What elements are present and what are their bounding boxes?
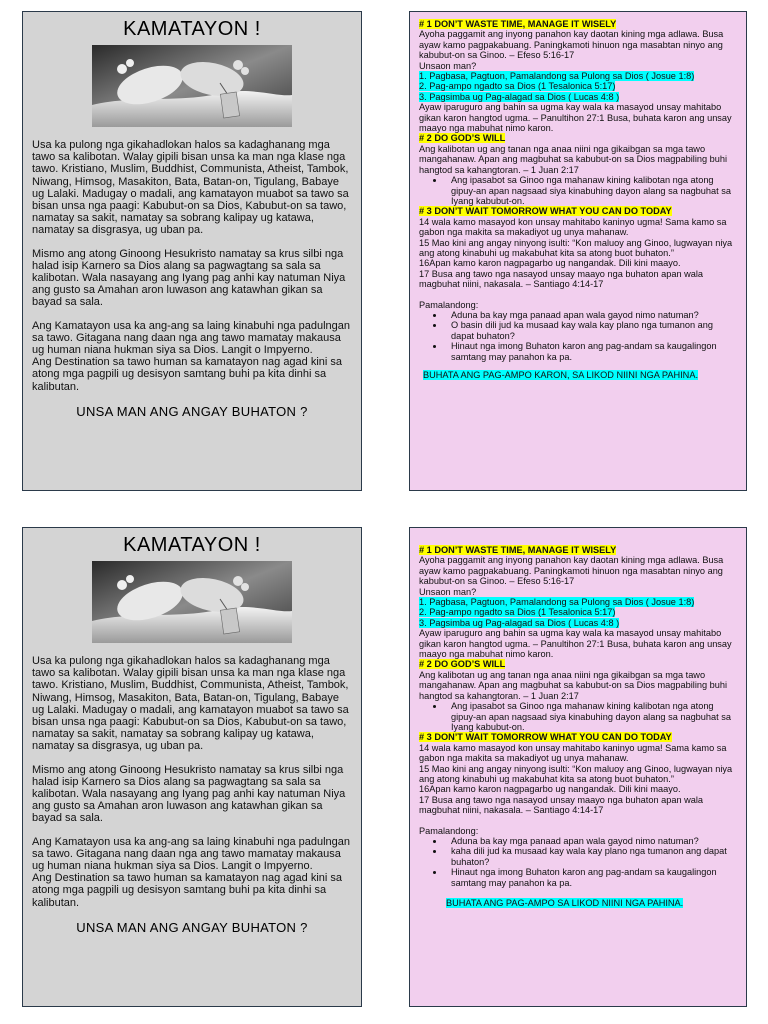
intro-verse: Ayoha paggamit ang inyong panahon kay daotan kining mga adlawa. Busa ayaw kamo pagpakabuang. Paningkamoti hinuon nga masabtan ninyo ang kabubut-on sa Ginoo. – Efeso 5:16-17 xyxy=(419,555,724,587)
reflect-label: Pamalandong: xyxy=(419,299,479,310)
step-item: 1. Pagbasa, Pagtuon, Pamalandong sa Pulong sa Dios ( Josue 1:8) xyxy=(419,597,695,608)
prayer-note: BUHATA ANG PAG-AMPO KARON, SA LIKOD NIINI NGA PAHINA. xyxy=(423,370,698,380)
feet-with-toe-tag-photo xyxy=(92,561,292,643)
list-item: • Aduna ba kay mga panaad apan wala gayod nimo natuman? xyxy=(445,836,737,846)
tract-paragraph: Usa ka pulong nga gikahadlokan halos sa kadaghanang mga tawo sa kalibotan. Walay gipili bisan unsa ka man nga klase nga tawo. Kristiano, Muslim, Buddhist, Communista, Atheist, Tambok, Niwang, Himsog, Masakiton, Bata, Batan-on, Tigulang, Babaye ug Lalaki. Madugay o madali, ang kamatayon muabot sa tawo sa bisan unsa nga paagi: Kabubut-on sa Dios, Kabubut-on sa tawo, namatay sa sakit, namatay sa sobrang kalipay ug katawa, namatay sa disgrasya, ug uban pa. xyxy=(32,139,349,237)
step-item: 2. Pag-ampo ngadto sa Dios (1 Tesalonica 5:17) xyxy=(419,81,616,92)
tract-panel-top xyxy=(22,11,362,491)
tract-question: UNSA MAN ANG ANGAY BUHATON ? xyxy=(76,919,308,935)
tract-paragraph: Ang Kamatayon usa ka ang-ang sa laing kinabuhi nga padulngan sa tawo. Gitagana nang daan nga ang tawo mamatay makausa ug human niana hukman siya sa Dios. Langit o Impyerno. Ang Destination sa tawo human sa kamatayon nag agad kini sa atong mga pagpili ug desisyon samtang buhi pa kita dinhi sa kalibutan. xyxy=(32,319,351,393)
how-label: Unsaon man? xyxy=(419,60,477,71)
reflect-list xyxy=(419,836,737,888)
heading-gods-will: # 2 DO GOD’S WILL xyxy=(419,659,506,670)
tract-body xyxy=(23,139,361,393)
feet-with-toe-tag-photo xyxy=(92,45,292,127)
will-verse: Ang kalibotan ug ang tanan nga anaa niini nga gikaibgan sa mga tawo mangahanaw. Apan ang magbuhat sa kabubut-on sa Dios magpabiling buhi hangtod sa kahangtoran. – 1 Juan 2:17 xyxy=(419,669,727,701)
tract-paragraph: Mismo ang atong Ginoong Hesukristo namatay sa krus silbi nga halad isip Karnero sa Dios alang sa pagwagtang sa sala sa kalibotan. Wala nasayang ang Iyang pag anhi kay natuman Niya ang gusto sa Amahan aron luwason ang katawhan gikan sa bayad sa sala. xyxy=(32,763,346,825)
verse-17: 17 Busa ang tawo nga nasayod unsay maayo nga buhaton apan wala magbuhat niini, nakasala. – Santiago 4:14-17 xyxy=(419,794,704,816)
heading-gods-will: # 2 DO GOD’S WILL xyxy=(419,133,506,144)
reflect-label: Pamalandong: xyxy=(419,825,479,836)
verse-14: 14 wala kamo masayod kon unsay mahitabo kaninyo ugma! Sama kamo sa gabon nga makita sa makadiyot ug unya mahanaw. xyxy=(419,742,727,764)
list-item: • Aduna ba kay mga panaad apan wala gayod nimo natuman? xyxy=(445,310,737,320)
verse-14: 14 wala kamo masayod kon unsay mahitabo kaninyo ugma! Sama kamo sa gabon nga makita sa makadiyot ug unya mahanaw. xyxy=(419,216,727,238)
tract-body xyxy=(23,655,361,909)
list-item: • O basin dili jud ka musaad kay wala kay plano nga tumanon ang dapat buhaton? xyxy=(445,320,737,341)
step-item: 3. Pagsimba ug Pag-alagad sa Dios ( Lucas 4:8 ) xyxy=(419,617,620,628)
heading-dont-wait: # 3 DON’T WAIT TOMORROW WHAT YOU CAN DO TODAY xyxy=(419,732,672,743)
guide-panel-bottom xyxy=(409,527,747,1007)
verse-15: 15 Mao kini ang angay ninyong isulti: “Kon maluoy ang Ginoo, lugwayan niya ang atong kinabuhi ug makabuhat kita sa atong buot buhaton.” xyxy=(419,237,733,258)
heading-dont-wait: # 3 DON’T WAIT TOMORROW WHAT YOU CAN DO TODAY xyxy=(419,206,672,217)
intro-verse: Ayoha paggamit ang inyong panahon kay daotan kining mga adlawa. Busa ayaw kamo pagpakabuang. Paningkamoti hinuon nga masabtan ninyo ang kabubut-on sa Ginoo. – Efeso 5:16-17 xyxy=(419,29,724,61)
verse-16: 16Apan kamo karon nagpagarbo ug nangandak. Dili kini maayo. xyxy=(419,784,681,795)
tract-paragraph: Mismo ang atong Ginoong Hesukristo namatay sa krus silbi nga halad isip Karnero sa Dios alang sa pagwagtang sa sala sa kalibotan. Wala nasayang ang Iyang pag anhi kay natuman Niya ang gusto sa Amahan aron luwason ang katawhan gikan sa bayad sa sala. xyxy=(32,247,346,309)
note-verse: Ayaw iparuguro ang bahin sa ugma kay wala ka masayod unsay mahitabo gikan karon hangtod ugma. – Panultihon 27:1 Busa, buhata karon ang unsay maayo nga mabuhat nimo karon. xyxy=(419,102,732,134)
step-item: 2. Pag-ampo ngadto sa Dios (1 Tesalonica 5:17) xyxy=(419,607,616,618)
step-item: 3. Pagsimba ug Pag-alagad sa Dios ( Lucas 4:8 ) xyxy=(419,91,620,102)
verse-16: 16Apan kamo karon nagpagarbo ug nangandak. Dili kini maayo. xyxy=(419,258,681,269)
guide-body xyxy=(410,12,746,380)
heading-manage-time: # 1 DON’T WASTE TIME, MANAGE IT WISELY xyxy=(419,19,617,29)
will-list xyxy=(419,701,737,732)
prayer-note: BUHATA ANG PAG-AMPO SA LIKOD NIINI NGA PAHINA. xyxy=(446,898,684,908)
tract-panel-bottom xyxy=(22,527,362,1007)
guide-panel-top xyxy=(409,11,747,491)
heading-manage-time: # 1 DON’T WASTE TIME, MANAGE IT WISELY xyxy=(419,545,617,555)
tract-title: KAMATAYON ! xyxy=(123,534,261,556)
will-list xyxy=(419,175,737,206)
tract-paragraph: Usa ka pulong nga gikahadlokan halos sa kadaghanang mga tawo sa kalibotan. Walay gipili bisan unsa ka man nga klase nga tawo. Kristiano, Muslim, Buddhist, Communista, Atheist, Tambok, Niwang, Himsog, Masakiton, Bata, Batan-on, Tigulang, Babaye ug Lalaki. Madugay o madali, ang kamatayon muabot sa tawo sa bisan unsa nga paagi: Kabubut-on sa Dios, Kabubut-on sa tawo, namatay sa sakit, namatay sa sobrang kalipay ug katawa, namatay sa disgrasya, ug uban pa. xyxy=(32,655,349,753)
verse-15: 15 Mao kini ang angay ninyong isulti: “Kon maluoy ang Ginoo, lugwayan niya ang atong kinabuhi ug makabuhat kita sa atong buot buhaton.” xyxy=(419,763,733,784)
verse-17: 17 Busa ang tawo nga nasayod unsay maayo nga buhaton apan wala magbuhat niini, nakasala. – Santiago 4:14-17 xyxy=(419,268,704,290)
guide-body xyxy=(410,528,746,908)
list-item: • Hinaut nga imong Buhaton karon ang pag-andam sa kaugalingon samtang may panahon ka pa. xyxy=(445,867,737,888)
list-item: • Ang ipasabot sa Ginoo nga mahanaw kining kalibotan nga atong gipuy-an apan nagsaad siya kinabuhing dayon alang sa nagbuhat sa Iyang kabubut-on. xyxy=(445,175,737,206)
tract-title: KAMATAYON ! xyxy=(123,18,261,40)
will-verse: Ang kalibotan ug ang tanan nga anaa niini nga gikaibgan sa mga tawo mangahanaw. Apan ang magbuhat sa kabubut-on sa Dios magpabiling buhi hangtod sa kahangtoran. – 1 Juan 2:17 xyxy=(419,143,727,175)
list-item: • Ang ipasabot sa Ginoo nga mahanaw kining kalibotan nga atong gipuy-an apan nagsaad siya kinabuhing dayon alang sa nagbuhat sa Iyang kabubut-on. xyxy=(445,701,737,732)
step-item: 1. Pagbasa, Pagtuon, Pamalandong sa Pulong sa Dios ( Josue 1:8) xyxy=(419,71,695,82)
note-verse: Ayaw iparuguro ang bahin sa ugma kay wala ka masayod unsay mahitabo gikan karon hangtod ugma. – Panultihon 27:1 Busa, buhata karon ang unsay maayo nga mabuhat nimo karon. xyxy=(419,628,732,660)
tract-paragraph: Ang Kamatayon usa ka ang-ang sa laing kinabuhi nga padulngan sa tawo. Gitagana nang daan nga ang tawo mamatay makausa ug human niana hukman siya sa Dios. Langit o Impyerno. Ang Destination sa tawo human sa kamatayon nag agad kini sa atong mga pagpili ug desisyon samtang buhi pa kita dinhi sa kalibutan. xyxy=(32,835,351,909)
how-label: Unsaon man? xyxy=(419,586,477,597)
list-item: • Hinaut nga imong Buhaton karon ang pag-andam sa kaugalingon samtang may panahon ka pa. xyxy=(445,341,737,362)
tract-question: UNSA MAN ANG ANGAY BUHATON ? xyxy=(76,403,308,419)
list-item: • kaha dili jud ka musaad kay wala kay plano nga tumanon ang dapat buhaton? xyxy=(445,846,737,867)
reflect-list xyxy=(419,310,737,362)
